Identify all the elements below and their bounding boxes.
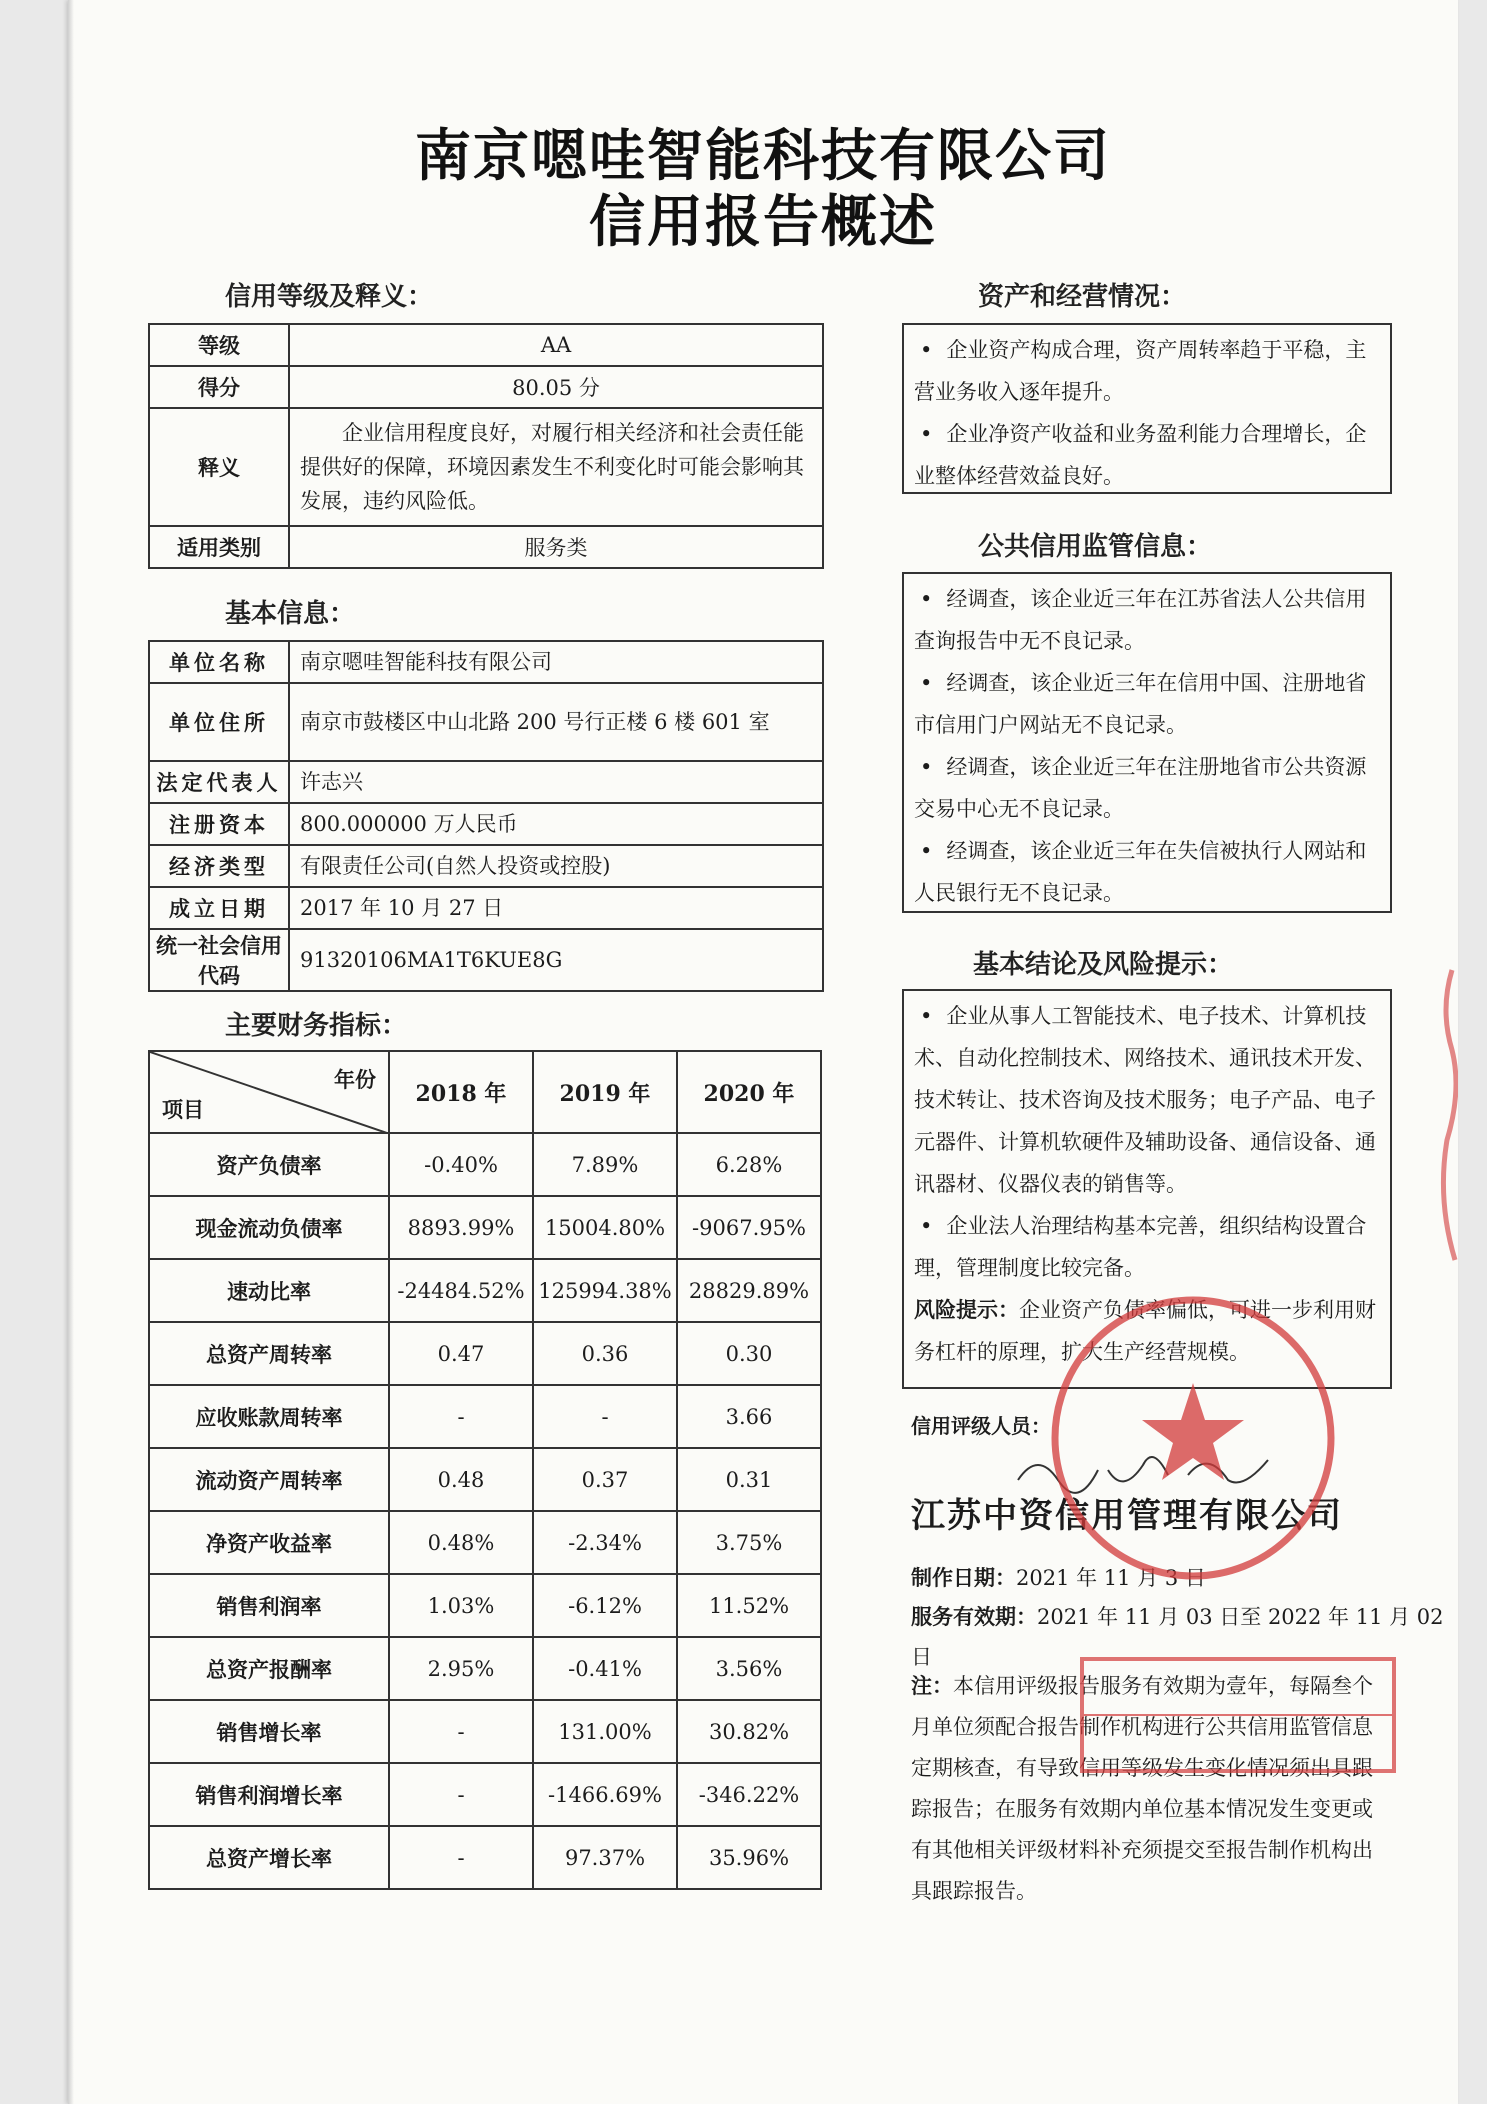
finance-value-cell: - xyxy=(389,1700,533,1763)
category-value: 服务类 xyxy=(289,526,823,568)
table-row xyxy=(149,641,823,683)
table-row xyxy=(149,1511,821,1574)
table-row xyxy=(149,1133,821,1196)
basic-value: 南京市鼓楼区中山北路 200 号行正楼 6 楼 601 室 xyxy=(289,683,823,761)
conclusion-heading: 基本结论及风险提示： xyxy=(973,950,1234,980)
finance-value-cell: 3.66 xyxy=(677,1385,821,1448)
year-header: 2019 年 xyxy=(533,1051,677,1133)
finance-value-cell: 1.03% xyxy=(389,1574,533,1637)
basic-value: 许志兴 xyxy=(289,761,823,803)
finance-value-cell: 28829.89% xyxy=(677,1259,821,1322)
finance-value-cell: -346.22% xyxy=(677,1763,821,1826)
finance-value-cell: - xyxy=(389,1826,533,1889)
grade-table xyxy=(148,323,824,569)
basic-key: 成立日期 xyxy=(149,887,289,929)
made-date-value: 2021 年 11 月 3 日 xyxy=(1016,1566,1206,1590)
table-row xyxy=(149,1700,821,1763)
table-row xyxy=(149,1637,821,1700)
finance-value-cell: 97.37% xyxy=(533,1826,677,1889)
company-seal-stamp xyxy=(1043,1288,1343,1588)
table-row xyxy=(149,408,823,526)
finance-value-cell: 0.31 xyxy=(677,1448,821,1511)
finance-value-cell: 35.96% xyxy=(677,1826,821,1889)
finance-value-cell: 7.89% xyxy=(533,1133,677,1196)
basic-value: 800.000000 万人民币 xyxy=(289,803,823,845)
finance-item-label: 流动资产周转率 xyxy=(149,1448,389,1511)
basic-value: 2017 年 10 月 27 日 xyxy=(289,887,823,929)
conclusion-item: • 企业从事人工智能技术、电子技术、计算机技术、自动化控制技术、网络技术、通讯技术开发、技术转让、技术咨询及技术服务；电子产品、电子元器件、计算机软硬件及辅助设备、通信设备、通讯器材、仪器仪表的销售等。 xyxy=(914,995,1380,1205)
basic-key: 注册资本 xyxy=(149,803,289,845)
finance-value-cell: -6.12% xyxy=(533,1574,677,1637)
table-row xyxy=(149,761,823,803)
table-row xyxy=(149,324,823,366)
public-box xyxy=(902,572,1392,913)
public-item: • 经调查，该企业近三年在注册地省市公共资源交易中心无不良记录。 xyxy=(914,746,1380,830)
finance-value-cell: 131.00% xyxy=(533,1700,677,1763)
table-row xyxy=(149,845,823,887)
table-row xyxy=(149,1763,821,1826)
public-item: • 经调查，该企业近三年在江苏省法人公共信用查询报告中无不良记录。 xyxy=(914,578,1380,662)
finance-value-cell: - xyxy=(533,1385,677,1448)
finance-value-cell: 2.95% xyxy=(389,1637,533,1700)
grade-key: 等级 xyxy=(149,324,289,366)
finance-heading: 主要财务指标： xyxy=(225,1011,408,1041)
finance-item-label: 应收账款周转率 xyxy=(149,1385,389,1448)
finance-item-label: 销售利润率 xyxy=(149,1574,389,1637)
score-value: 80.05 分 xyxy=(289,366,823,408)
report-subtitle: 信用报告概述 xyxy=(589,189,937,255)
page-fold xyxy=(68,0,74,2104)
table-row xyxy=(149,366,823,408)
issuer-company: 江苏中资信用管理有限公司 xyxy=(911,1496,1343,1536)
table-row xyxy=(149,929,823,991)
finance-item-label: 销售利润增长率 xyxy=(149,1763,389,1826)
finance-value-cell: 125994.38% xyxy=(533,1259,677,1322)
finance-value-cell: -1466.69% xyxy=(533,1763,677,1826)
finance-value-cell: -24484.52% xyxy=(389,1259,533,1322)
finance-value-cell: 0.48 xyxy=(389,1448,533,1511)
corner-year-label: 年份 xyxy=(334,1068,376,1092)
risk-label: 风险提示： xyxy=(914,1298,1019,1322)
corner-cell xyxy=(149,1051,389,1133)
basic-key: 单位名称 xyxy=(149,641,289,683)
basic-key: 单位住所 xyxy=(149,683,289,761)
finance-item-label: 速动比率 xyxy=(149,1259,389,1322)
public-item: • 经调查，该企业近三年在失信被执行人网站和人民银行无不良记录。 xyxy=(914,830,1380,914)
table-row xyxy=(149,1574,821,1637)
finance-item-label: 总资产增长率 xyxy=(149,1826,389,1889)
finance-value-cell: -9067.95% xyxy=(677,1196,821,1259)
basic-key: 统一社会信用代码 xyxy=(149,929,289,991)
basic-value: 91320106MA1T6KUE8G xyxy=(289,929,823,991)
finance-value-cell: 0.47 xyxy=(389,1322,533,1385)
assets-box xyxy=(902,323,1392,494)
finance-value-cell: 3.75% xyxy=(677,1511,821,1574)
score-key: 得分 xyxy=(149,366,289,408)
note-label: 注： xyxy=(911,1674,953,1698)
finance-value-cell: -0.41% xyxy=(533,1637,677,1700)
table-row xyxy=(149,803,823,845)
finance-value-cell: -2.34% xyxy=(533,1511,677,1574)
finance-value-cell: -0.40% xyxy=(389,1133,533,1196)
year-header: 2020 年 xyxy=(677,1051,821,1133)
finance-value-cell: 6.28% xyxy=(677,1133,821,1196)
report-company-title: 南京嗯哇智能科技有限公司 xyxy=(415,123,1111,189)
table-row xyxy=(149,1196,821,1259)
table-row xyxy=(149,683,823,761)
basic-key: 经济类型 xyxy=(149,845,289,887)
finance-item-label: 资产负债率 xyxy=(149,1133,389,1196)
finance-value-cell: - xyxy=(389,1385,533,1448)
corner-item-label: 项目 xyxy=(162,1098,204,1122)
finance-value-cell: 0.36 xyxy=(533,1322,677,1385)
finance-item-label: 现金流动负债率 xyxy=(149,1196,389,1259)
category-key: 适用类别 xyxy=(149,526,289,568)
basic-value: 南京嗯哇智能科技有限公司 xyxy=(289,641,823,683)
edge-seal-fragment xyxy=(1432,960,1458,1320)
meaning-key: 释义 xyxy=(149,408,289,526)
basic-key: 法定代表人 xyxy=(149,761,289,803)
finance-item-label: 净资产收益率 xyxy=(149,1511,389,1574)
note-text: 本信用评级报告服务有效期为壹年，每隔叁个月单位须配合报告制作机构进行公共信用监管信息定期核查，有导致信用等级发生变化情况须出具跟踪报告；在服务有效期内单位基本情况发生变更或有其他相关评级材料补充须提交至报告制作机构出具跟踪报告。 xyxy=(911,1674,1373,1903)
table-row xyxy=(149,526,823,568)
conclusion-item: • 企业法人治理结构基本完善，组织结构设置合理，管理制度比较完备。 xyxy=(914,1205,1380,1289)
finance-item-label: 销售增长率 xyxy=(149,1700,389,1763)
finance-table xyxy=(148,1050,822,1890)
table-row xyxy=(149,1322,821,1385)
report-sheet xyxy=(68,0,1458,2104)
table-row xyxy=(149,887,823,929)
table-header-row xyxy=(149,1051,821,1133)
table-row xyxy=(149,1826,821,1889)
basic-value: 有限责任公司(自然人投资或控股) xyxy=(289,845,823,887)
valid-value: 2021 年 11 月 03 日至 2022 年 11 月 02 日 xyxy=(911,1605,1444,1669)
table-row xyxy=(149,1259,821,1322)
year-header: 2018 年 xyxy=(389,1051,533,1133)
basic-info-table xyxy=(148,640,824,992)
assets-item: • 企业资产构成合理，资产周转率趋于平稳，主营业务收入逐年提升。 xyxy=(914,329,1380,413)
public-item: • 经调查，该企业近三年在信用中国、注册地省市信用门户网站无不良记录。 xyxy=(914,662,1380,746)
finance-value-cell: - xyxy=(389,1763,533,1826)
finance-value-cell: 3.56% xyxy=(677,1637,821,1700)
rater-label: 信用评级人员： xyxy=(911,1414,1051,1438)
made-date-label: 制作日期： xyxy=(911,1566,1016,1590)
risk-text: 企业资产负债率偏低，可进一步利用财务杠杆的原理，扩大生产经营规模。 xyxy=(914,1298,1376,1364)
valid-label: 服务有效期： xyxy=(911,1605,1037,1629)
meaning-value: 企业信用程度良好，对履行相关经济和社会责任能提供好的保障，环境因素发生不利变化时可能会影响其发展，违约风险低。 xyxy=(289,408,823,526)
business-stamp xyxy=(1078,1655,1398,1775)
finance-value-cell: 11.52% xyxy=(677,1574,821,1637)
finance-value-cell: 15004.80% xyxy=(533,1196,677,1259)
finance-value-cell: 8893.99% xyxy=(389,1196,533,1259)
finance-value-cell: 0.37 xyxy=(533,1448,677,1511)
table-row xyxy=(149,1385,821,1448)
grade-value: AA xyxy=(289,324,823,366)
finance-value-cell: 0.48% xyxy=(389,1511,533,1574)
finance-item-label: 总资产报酬率 xyxy=(149,1637,389,1700)
table-row xyxy=(149,1448,821,1511)
finance-item-label: 总资产周转率 xyxy=(149,1322,389,1385)
basic-heading: 基本信息： xyxy=(225,599,356,629)
grade-heading: 信用等级及释义： xyxy=(225,282,434,312)
assets-heading: 资产和经营情况： xyxy=(978,282,1187,312)
finance-value-cell: 30.82% xyxy=(677,1700,821,1763)
finance-value-cell: 0.30 xyxy=(677,1322,821,1385)
assets-item: • 企业净资产收益和业务盈利能力合理增长，企业整体经营效益良好。 xyxy=(914,413,1380,497)
public-heading: 公共信用监管信息： xyxy=(978,532,1213,562)
